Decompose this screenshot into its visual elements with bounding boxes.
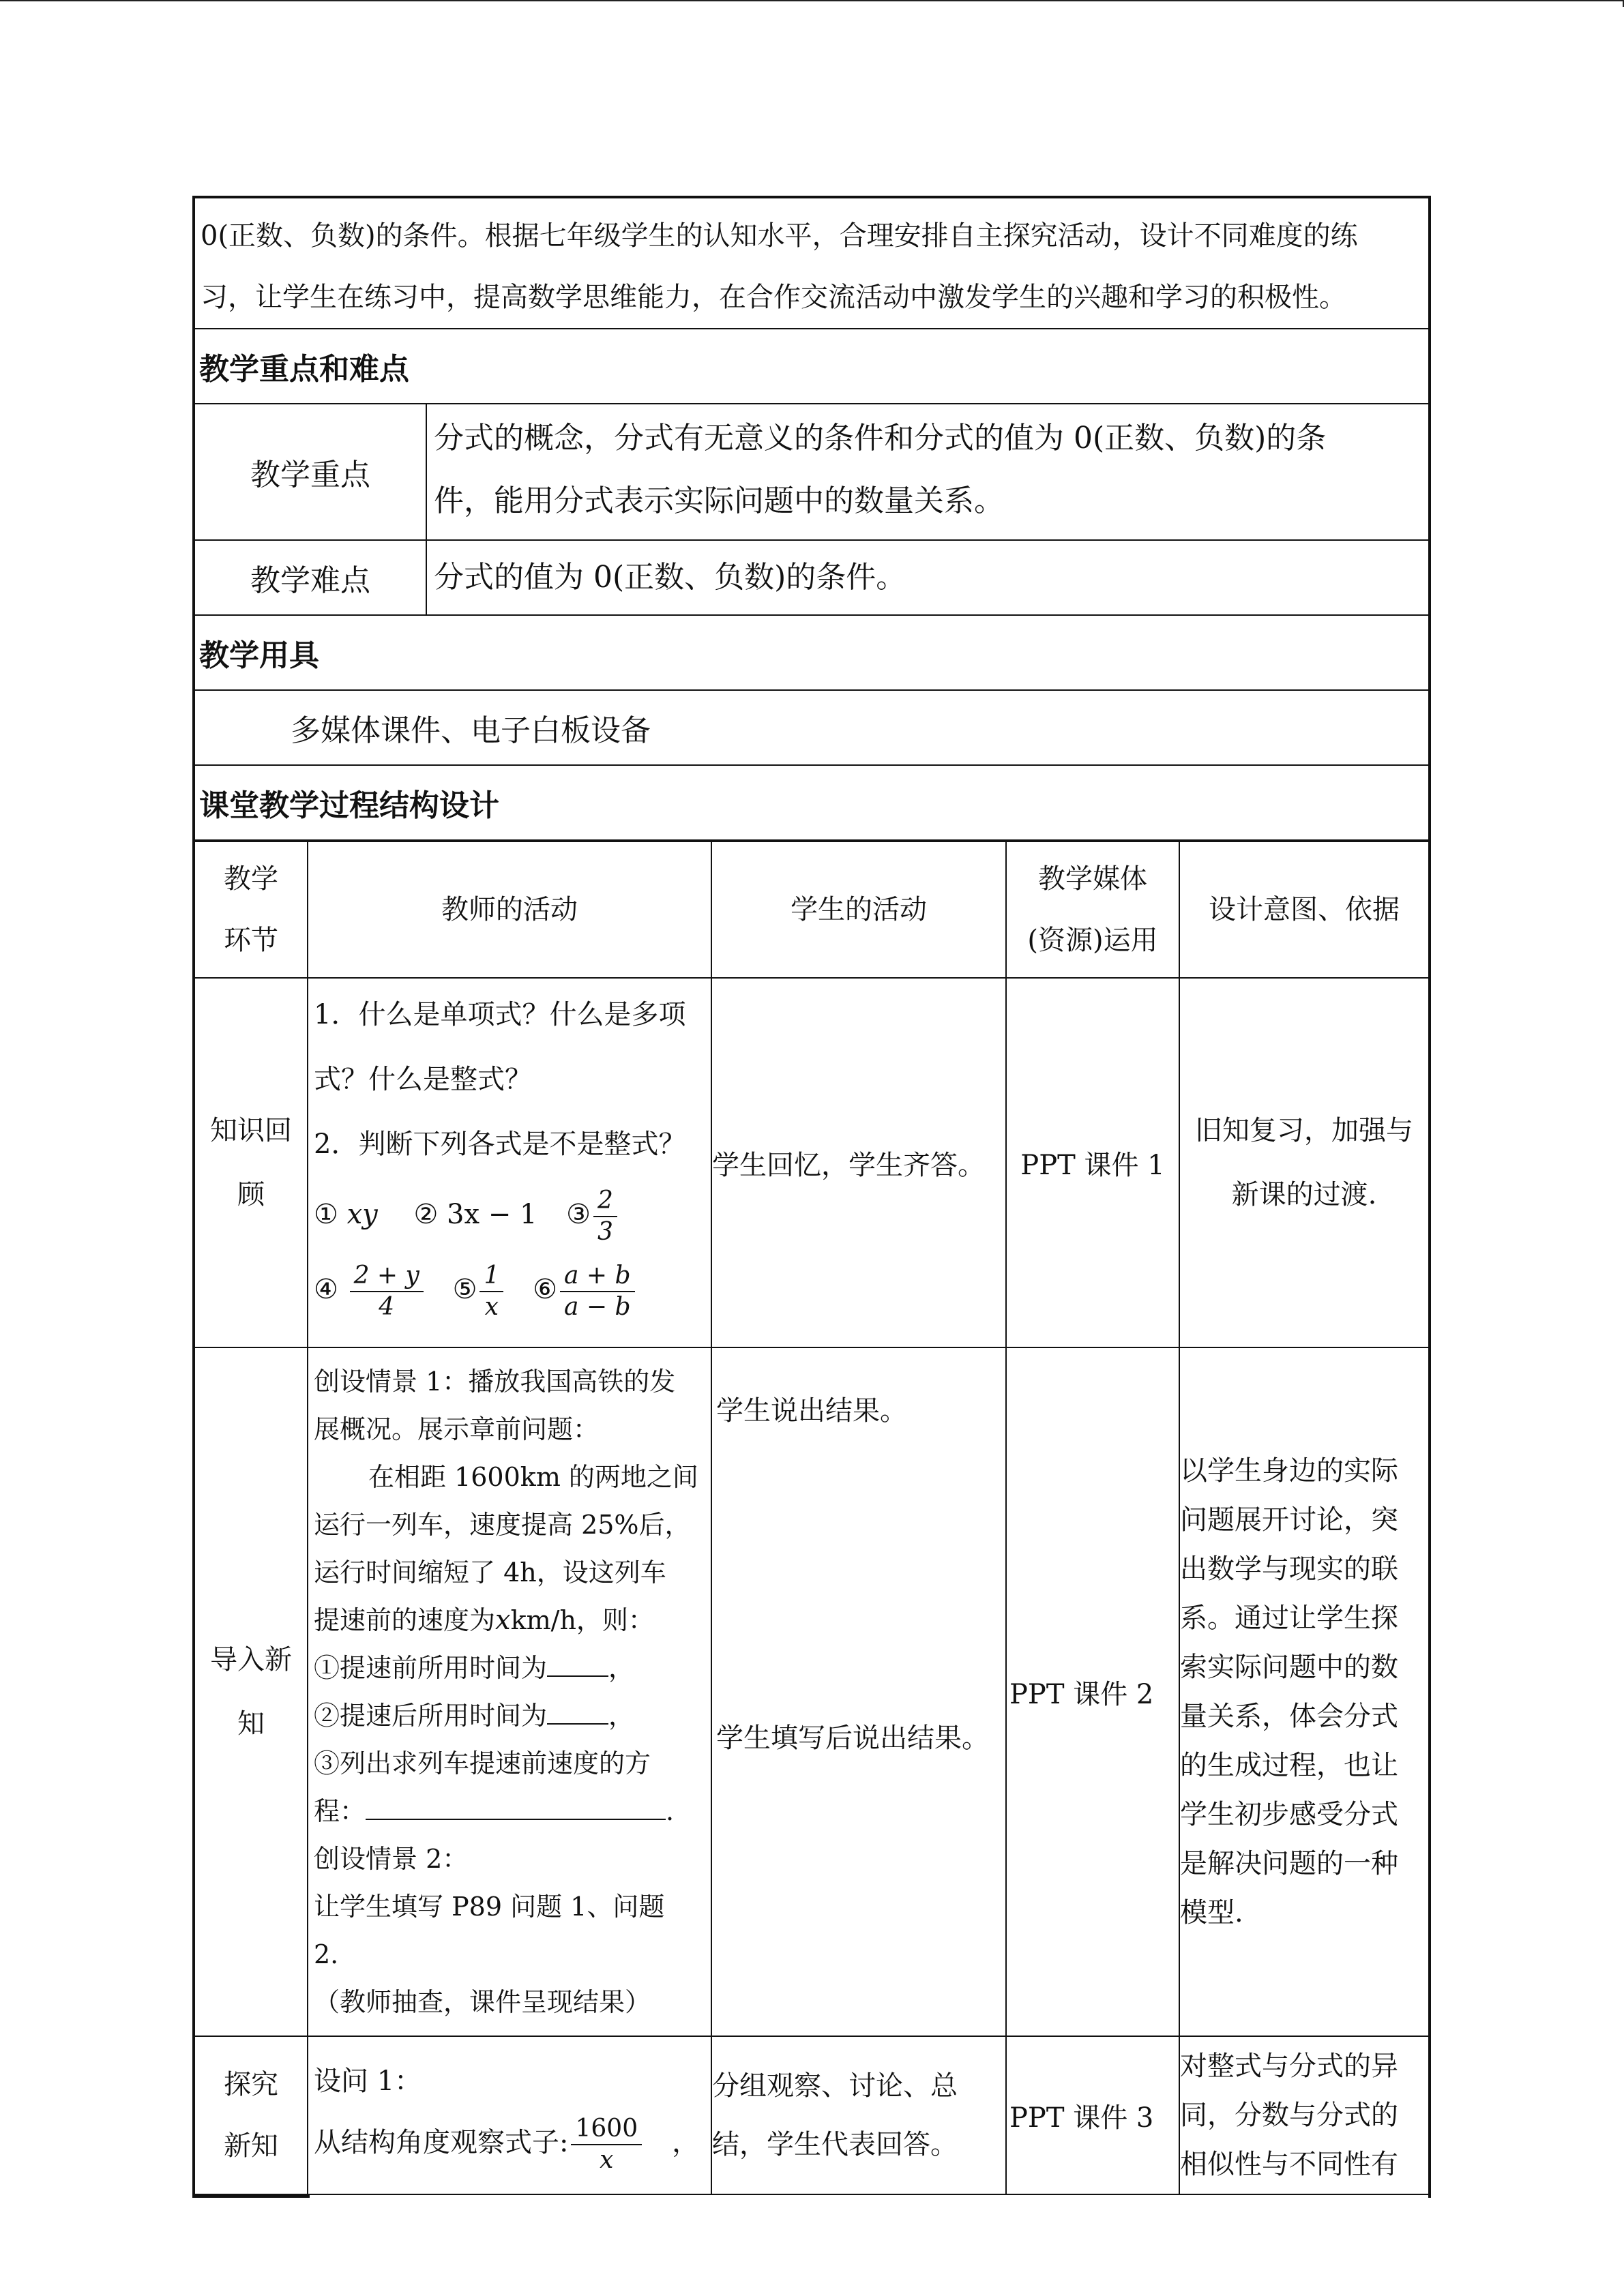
stage-explore: 探究 新知 [195, 2036, 308, 2194]
header-student: 学生的活动 [711, 841, 1006, 978]
media-introduce: PPT 课件 2 [1006, 1347, 1179, 2036]
header-teacher: 教师的活动 [308, 841, 711, 978]
header-design: 设计意图、依据 [1179, 841, 1428, 978]
process-table [195, 841, 1428, 2195]
intro-paragraph [195, 198, 1428, 329]
expression-line-2: ④ $\frac{2 + y}{4}$ ⑤ $\frac{1}{x}$ ⑥ $\frac{a + b}{a - b}$ [314, 1252, 705, 1327]
lesson-plan-table [192, 196, 1431, 2198]
media-review: PPT 课件 1 [1006, 978, 1179, 1347]
key-point-line-1: 分式的概念，分式有无意义的条件和分式的值为 0(正数、负数)的条 [434, 421, 1327, 456]
page-top-border [0, 0, 1624, 1]
tools-section-title: 教学用具 [195, 616, 1428, 691]
design-introduce: 以学生身边的实际 问题展开讨论，突 出数学与现实的联 系。通过让学生探 索实际问题中的数 量关系，体会分式 的生成过程，也让 学生初步感受分式 是解决问题的一种 模型. [1179, 1347, 1428, 2036]
tools-text: 多媒体课件、电子白板设备 [195, 691, 1428, 766]
focus-section-title: 教学重点和难点 [195, 329, 1428, 404]
teacher-activity-introduce: 创设情景 1：播放我国高铁的发 展概况。展示章前问题： 在相距 1600km 的两地之间 运行一列车，速度提高 25%后， 运行时间缩短了 4h，设这列车 提速前的速度为xkm/h，则： ①提速前所用时间为 ， ②提速后所用时间为 ， ③列出求列车提速前速度的方 程： . 创设情景 2： 让学生填写 P89 问题 1、问题 2. （教师抽查，课件呈现结果） [308, 1347, 711, 2036]
blank-time-before [547, 1651, 608, 1677]
key-point-row [195, 404, 1428, 541]
media-explore: PPT 课件 3 [1006, 2036, 1179, 2194]
table-row [195, 978, 1428, 1347]
table-row [195, 1347, 1428, 2036]
key-point-line-2: 件，能用分式表示实际问题中的数量关系。 [434, 483, 1004, 518]
fraction-1-x: $\frac{1}{x}$ [479, 1261, 503, 1322]
student-activity-introduce: 学生说出结果。 学生填写后说出结果。 [711, 1347, 1006, 2036]
blank-time-after [547, 1699, 608, 1725]
difficulty-text: 分式的值为 0(正数、负数)的条件。 [434, 560, 906, 595]
stage-review: 知识回 顾 [195, 978, 308, 1347]
intro-line-2: 习，让学生在练习中，提高数学思维能力，在合作交流活动中激发学生的兴趣和学习的积极性。 [201, 282, 1346, 313]
process-header-row [195, 841, 1428, 978]
key-point-label: 教学重点 [195, 404, 427, 539]
header-media: 教学媒体 (资源)运用 [1006, 841, 1179, 978]
table-bottom-edge [195, 2195, 310, 2198]
process-section-title: 课堂教学过程结构设计 [195, 766, 1428, 841]
design-review: 旧知复习，加强与 新课的过渡. [1179, 978, 1428, 1347]
fraction-2-3: $\frac{2}{3}$ [593, 1186, 617, 1247]
intro-line-1: 0(正数、负数)的条件。根据七年级学生的认知水平，合理安排自主探究活动，设计不同难度的练 [201, 220, 1358, 252]
student-activity-explore: 分组观察、讨论、总 结，学生代表回答。 [711, 2036, 1006, 2194]
table-row [195, 2036, 1428, 2194]
teacher-activity-explore: 设问 1： 从结构角度观察式子: $\frac{1600}{x}$ ， [308, 2036, 711, 2194]
key-point-text [427, 404, 1428, 539]
teacher-activity-review: 1．什么是单项式？什么是多项 式？什么是整式？ 2．判断下列各式是不是整式？ ① xy ② 3x − 1 ③ $\frac{2}{3}$ ④ $\frac{2 + y}{4}$ ⑤ $\frac{1}{x}$ ⑥ $\frac{a + b}{a - b}$ [308, 978, 711, 1347]
stage-introduce: 导入新 知 [195, 1347, 308, 2036]
difficulty-row [195, 541, 1428, 616]
design-explore: 对整式与分式的异 同，分数与分式的 相似性与不同性有 [1179, 2036, 1428, 2194]
fraction-2y-4: $\frac{2 + y}{4}$ [350, 1261, 424, 1322]
header-stage: 教学 环节 [195, 841, 308, 978]
expression-line-1: ① xy ② 3x − 1 ③ $\frac{2}{3}$ [314, 1177, 705, 1252]
fraction-1600-x: $\frac{1600}{x}$ [571, 2114, 642, 2175]
blank-equation [366, 1794, 666, 1820]
student-activity-review: 学生回忆，学生齐答。 [711, 978, 1006, 1347]
fraction-ab: $\frac{a + b}{a - b}$ [560, 1261, 635, 1322]
difficulty-label: 教学难点 [195, 541, 427, 614]
